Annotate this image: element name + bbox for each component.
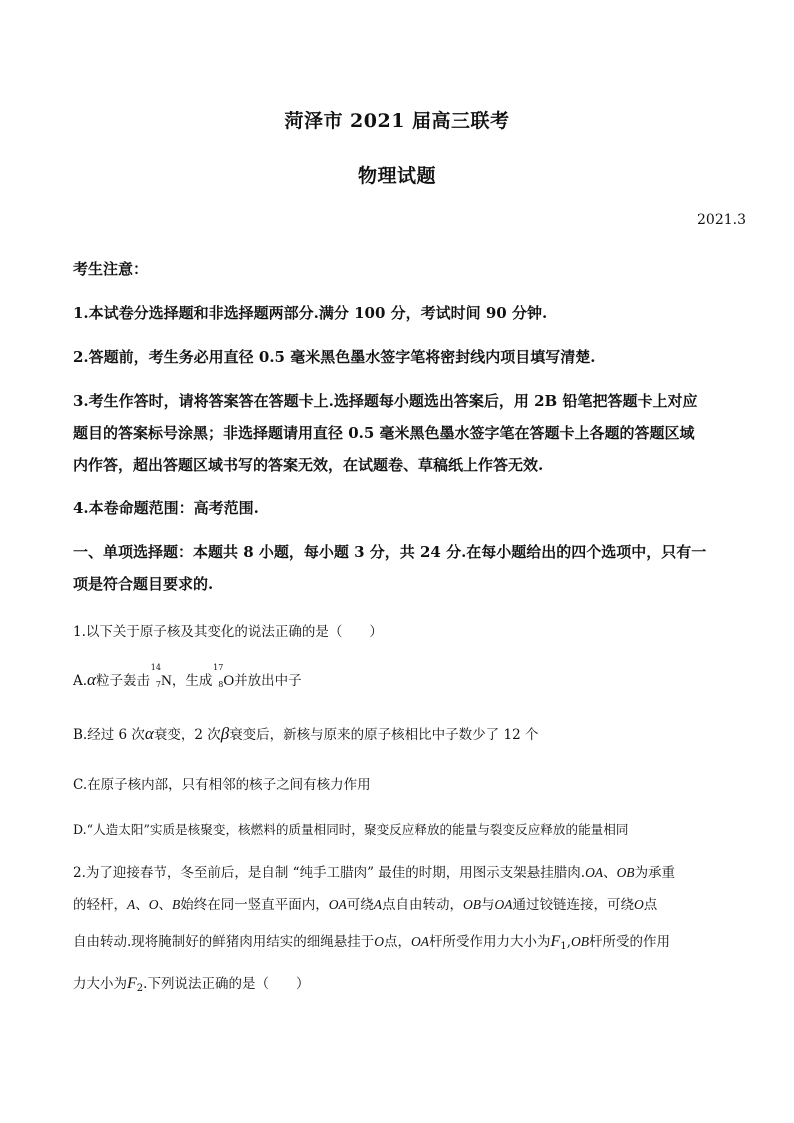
element-symbol: O	[223, 673, 235, 689]
notice-item-3-line-3: 内作答，超出答题区域书写的答案无效，在试题卷、草稿纸上作答无效.	[73, 456, 544, 474]
question-2-line-2	[73, 893, 657, 913]
option-text: 并放出中子	[234, 673, 302, 689]
atomic-number: 7	[155, 680, 161, 689]
separator: 、	[158, 897, 172, 913]
section-heading-line-2: 项是符合题目要求的.	[73, 575, 214, 593]
point-b-label: B	[172, 897, 181, 912]
exam-subtitle: 物理试题	[357, 165, 436, 187]
rod-oa-label: OA	[494, 897, 513, 912]
element-symbol: N	[160, 673, 172, 689]
point-o-label: O	[148, 897, 159, 912]
question-text: 通过铰链连接，可绕	[512, 897, 634, 913]
question-text: 点自由转动，	[382, 897, 463, 913]
question-1-option-c: C.在原子核内部，只有相邻的核子之间有核力作用	[73, 777, 371, 793]
question-text: 始终在同一竖直平面内，	[180, 897, 329, 913]
question-1-option-b	[73, 723, 538, 744]
nitrogen-isotope-indices	[150, 663, 161, 689]
question-1-option-a	[73, 663, 302, 690]
mass-number: 17	[213, 663, 224, 672]
force-subscript: 1	[560, 941, 567, 952]
alpha-symbol: α	[87, 670, 96, 689]
question-text: 为承重	[634, 865, 676, 881]
question-2-line-1	[73, 861, 675, 881]
separator: 、	[135, 897, 149, 913]
oxygen-isotope-indices	[212, 663, 224, 689]
exam-date: 2021.3	[697, 212, 746, 228]
option-text: B.经过 6 次	[73, 727, 145, 743]
option-label: A.	[73, 673, 88, 689]
question-text: 可绕	[346, 897, 374, 913]
point-o-label: O	[374, 934, 385, 949]
notice-item-3-line-1: 3.考生作答时，请将答案答在答题卡上.选择题每小题选出答案后，用 2B 铅笔把答题卡上对应	[73, 392, 698, 410]
option-text: 衰变，2 次	[153, 727, 221, 743]
question-text: 与	[481, 897, 495, 913]
alpha-symbol: α	[144, 724, 154, 743]
option-text: ，生成	[171, 673, 213, 689]
separator: 、	[603, 865, 617, 881]
question-text: 点，	[384, 934, 412, 950]
question-text: 点	[643, 897, 658, 913]
question-2-line-3	[73, 930, 670, 952]
section-heading-line-1: 一、单项选择题：本题共 8 小题，每小题 3 分，共 24 分.在每小题给出的四个选项中，只有一	[73, 543, 707, 561]
point-a-label: A	[373, 897, 382, 912]
force-subscript: 2	[136, 983, 144, 994]
force-symbol: F	[550, 933, 561, 950]
point-o-label: O	[634, 897, 644, 912]
beta-symbol: β	[220, 724, 230, 743]
question-1-option-d: D.“人造太阳”实质是核聚变，核燃料的质量相同时，聚变反应释放的能量与裂变反应释放的能量相同	[73, 822, 629, 837]
mass-number: 14	[150, 663, 161, 672]
option-text: 粒子轰击	[95, 673, 150, 689]
option-text: 衰变后，新核与原来的原子核相比中子数少了 12 个	[229, 727, 539, 743]
rod-oa-label: OA	[411, 934, 430, 949]
atomic-number: 8	[218, 680, 224, 689]
rod-oa-label: OA	[328, 897, 347, 912]
question-text: 的轻杆，	[73, 897, 127, 913]
point-a-label: A	[127, 897, 136, 912]
question-text: 自由转动.现将腌制好的鲜猪肉用结实的细绳悬挂于	[73, 934, 375, 950]
question-text: 杆所受的作用	[589, 934, 670, 950]
separator: ,	[566, 934, 571, 950]
question-1-stem: 1.以下关于原子核及其变化的说法正确的是（ ）	[73, 624, 383, 640]
notice-heading: 考生注意：	[73, 260, 149, 278]
notice-item-3-line-2: 题目的答案标号涂黑；非选择题请用直径 0.5 毫米黑色墨水签字笔在答题卡上各题的答题区域	[73, 424, 695, 442]
question-text: 杆所受作用力大小为	[429, 934, 551, 950]
notice-item-2: 2.答题前，考生务必用直径 0.5 毫米黑色墨水签字笔将密封线内项目填写清楚.	[73, 348, 596, 366]
rod-ob-label: OB	[571, 934, 589, 949]
question-2-line-4	[73, 972, 309, 994]
question-text: 力大小为	[73, 976, 127, 992]
force-symbol: F	[127, 975, 137, 992]
question-text: 2.为了迎接春节，冬至前后，是自制 “纯手工腊肉” 最佳的时期，用图示支架悬挂腊肉.	[73, 865, 586, 881]
rod-ob-label: OB	[463, 897, 481, 912]
rod-ob-label: OB	[616, 865, 635, 880]
notice-item-1: 1.本试卷分选择题和非选择题两部分.满分 100 分，考试时间 90 分钟.	[73, 304, 548, 322]
notice-item-4: 4.本卷命题范围：高考范围.	[73, 499, 259, 517]
question-text: .下列说法正确的是（ ）	[143, 976, 310, 992]
exam-title: 菏泽市 2021 届高三联考	[284, 110, 510, 132]
rod-oa-label: OA	[585, 865, 604, 880]
